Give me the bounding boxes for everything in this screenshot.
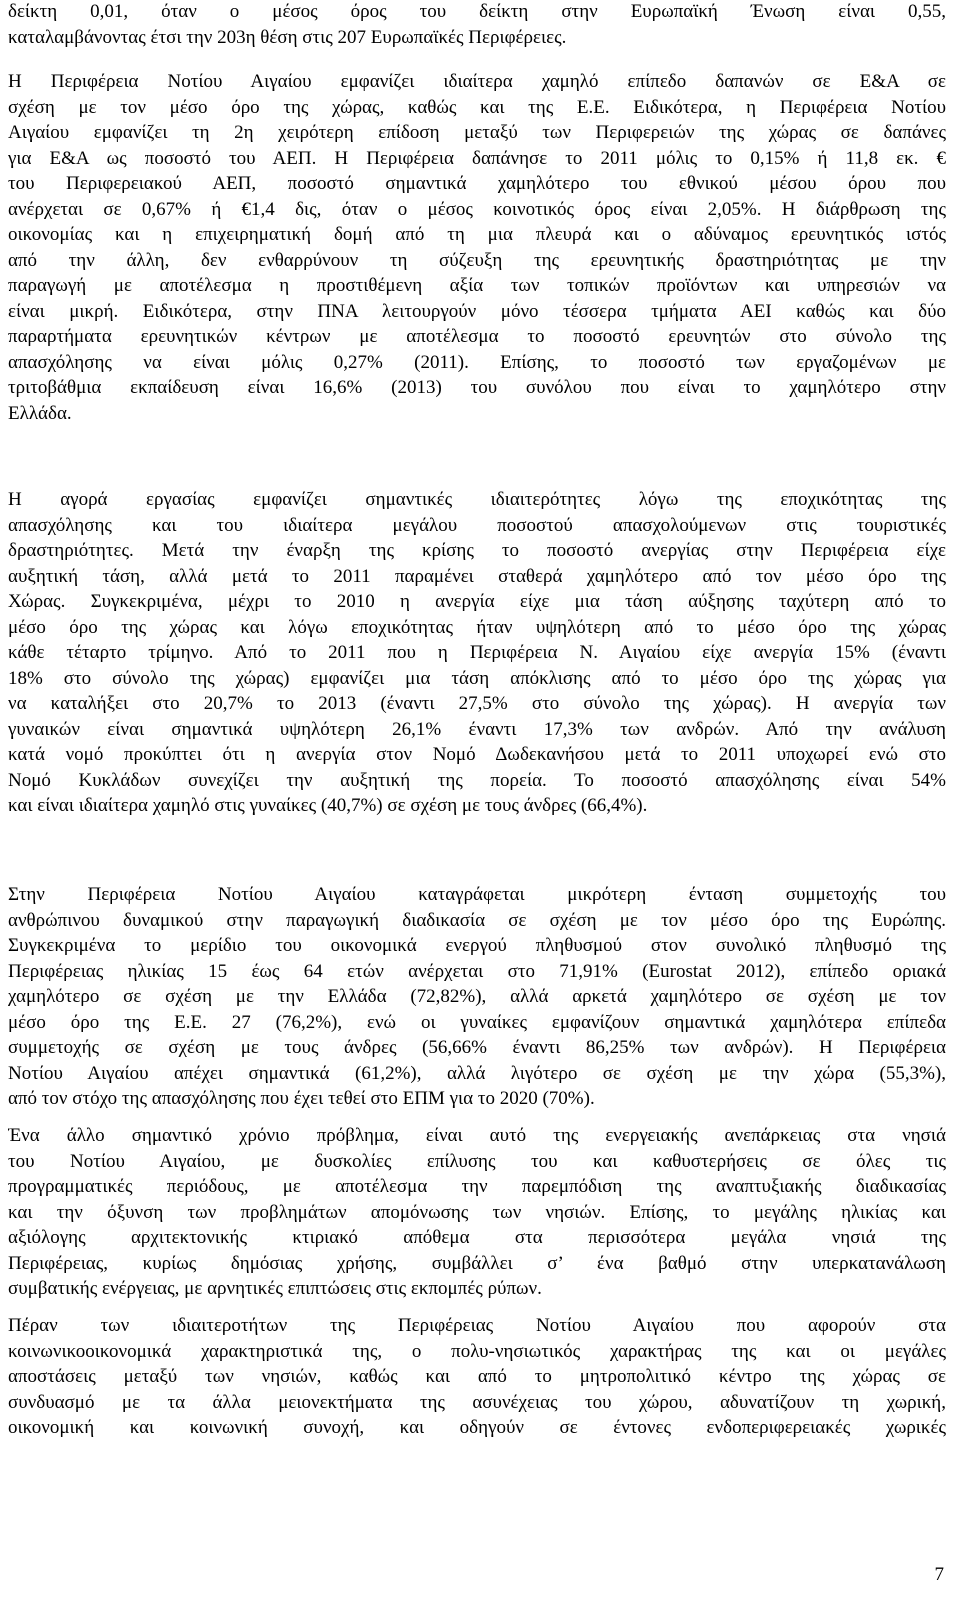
paragraph-labour-market: [8, 487, 946, 819]
paragraph-rd-spending: [8, 69, 946, 426]
text-line: παραγωγή με αποτέλεσμα η προστιθέμενη αξία των τοπικών προϊόντων και υπηρεσιών να: [8, 275, 946, 296]
text-line: Πέραν των ιδιαιτεροτήτων της Περιφέρειας Νοτίου Αιγαίου που αφορούν στα: [8, 1315, 946, 1336]
text-line: του Νοτίου Αιγαίου, με δυσκολίες επίλυσης του και καθυστερήσεις σε όλες τις: [8, 1150, 946, 1172]
text-line: αποστάσεις μεταξύ των νησιών, καθώς και από το μητροπολιτικό κέντρο της χώρας σε: [8, 1366, 946, 1387]
text-line: Νομό Κυκλάδων συνεχίζει την αυξητική της πορεία. Το ποσοστό απασχόλησης είναι 54%: [8, 769, 946, 791]
text-line: του Περιφερειακού ΑΕΠ, ποσοστό σημαντικά χαμηλότερο του εθνικού μέσου όρου που: [8, 173, 946, 194]
text-line: παραρτήματα ερευνητικών κέντρων με αποτέλεσμα το ποσοστό ερευνητών στο σύνολο της: [8, 326, 946, 347]
text-line: καταλαμβάνοντας έτσι την 203η θέση στις 207 Ευρωπαϊκές Περιφέρειες.: [8, 26, 567, 48]
text-line: Ελλάδα.: [8, 402, 72, 424]
text-line: απασχόλησης να είναι μόλις 0,27% (2011). Επίσης, το ποσοστό των εργαζομένων με: [8, 351, 946, 373]
text-line: Συγκεκριμένα το μερίδιο του οικονομικά ενεργού πληθυσμού στον συνολικό πληθυσμό της: [8, 935, 946, 956]
page-number: 7: [934, 1564, 944, 1585]
text-line: Χώρας. Συγκεκριμένα, μέχρι το 2010 η ανεργία είχε μια τάση αύξησης ταχύτερη από το: [8, 591, 946, 612]
text-line: χαμηλότερο σε σχέση με την Ελλάδα (72,82%), αλλά αρκετά χαμηλότερο σε σχέση με τον: [8, 986, 946, 1007]
text-line: δραστηριότητες. Μετά την έναρξη της κρίσης το ποσοστό ανεργίας στην Περιφέρεια είχε: [8, 540, 946, 561]
text-line: αυξητική τάση, αλλά μετά το 2011 παραμένει σταθερά χαμηλότερο από τον μέσο όρο της: [8, 565, 946, 587]
text-line: Στην Περιφέρεια Νοτίου Αιγαίου καταγράφεται μικρότερη ένταση συμμετοχής του: [8, 884, 946, 905]
text-line: δείκτη 0,01, όταν ο μέσος όρος του δείκτη στην Ευρωπαϊκή Ένωση είναι 0,55,: [8, 1, 946, 22]
paragraph-insularity: [8, 1313, 946, 1441]
text-line: να καταλήξει στο 20,7% το 2013 (έναντι 27,5% στο σύνολο της χώρας). Η ανεργία των: [8, 693, 946, 714]
text-line: αξιόλογης αρχιτεκτονικής κτιριακό απόθεμα στα περισσότερα μεγάλα νησιά της: [8, 1227, 946, 1248]
text-line: συμμετοχής σε σχέση με τους άνδρες (56,66% έναντι 86,25% των ανδρών). Η Περιφέρεια: [8, 1037, 946, 1058]
text-line: κάθε τέταρτο τρίμηνο. Από το 2011 που η Περιφέρεια Ν. Αιγαίου είχε ανεργία 15% (έναντι: [8, 642, 946, 663]
text-line: συνδυασμό με τα άλλα μειονεκτήματα της ασυνέχειας του χώρου, αδυνατίζουν τη χωρική,: [8, 1391, 946, 1413]
text-line: οικονομική και κοινωνική συνοχή, και οδηγούν σε έντονες ενδοπεριφερειακές χωρικές: [8, 1417, 946, 1438]
text-line: οικονομίας και η επιχειρηματική δομή από τη μια πλευρά και ο αδύναμος ερευνητικός ιστός: [8, 224, 946, 245]
paragraph-participation: [8, 882, 946, 1112]
text-line: σχέση με τον μέσο όρο της χώρας, καθώς και της Ε.Ε. Ειδικότερα, η Περιφέρεια Νοτίου: [8, 96, 946, 118]
text-line: ανθρώπινου δυναμικού στην παραγωγική διαδικασία σε σχέση με τον μέσο όρο της Ευρώπης.: [8, 909, 946, 931]
text-line: από την άλλη, δεν ενθαρρύνουν τη σύζευξη της ερευνητικής δραστηριότητας με την: [8, 249, 946, 271]
text-line: προγραμματικές περιόδους, με αποτέλεσμα την παρεμπόδιση της αναπτυξιακής διαδικασίας: [8, 1176, 946, 1197]
text-line: 18% στο σύνολο της χώρας) εμφανίζει μια τάση απόκλισης από το μέσο όρο της χώρας για: [8, 667, 946, 689]
text-line: από τον στόχο της απασχόλησης που έχει τεθεί στο ΕΠΜ για το 2020 (70%).: [8, 1088, 595, 1109]
text-line: συμβατικής ενέργειας, με αρνητικές επιπτώσεις στις εκπομπές ρύπων.: [8, 1278, 542, 1299]
text-line: Ένα άλλο σημαντικό χρόνιο πρόβλημα, είναι αυτό της ενεργειακής ανεπάρκειας στα νησιά: [8, 1125, 946, 1146]
text-line: απασχόλησης και του ιδιαίτερα μεγάλου ποσοστού απασχολούμενων στις τουριστικές: [8, 514, 946, 536]
text-line: και είναι ιδιαίτερα χαμηλό στις γυναίκες (40,7%) σε σχέση με τους άνδρες (66,4%).: [8, 795, 648, 816]
text-line: γυναικών είναι σημαντικά υψηλότερη 26,1% έναντι 17,3% των ανδρών. Από την ανάλυση: [8, 718, 946, 740]
text-line: ανέρχεται σε 0,67% ή €1,4 δις, όταν ο μέσος κοινοτικός όρος είναι 2,05%. Η διάρθρωση της: [8, 198, 946, 220]
text-line: είναι μικρή. Ειδικότερα, στην ΠΝΑ λειτουργούν μόνο τέσσερα τμήματα ΑΕΙ καθώς και δύο: [8, 300, 946, 322]
text-line: για Ε&Α ως ποσοστό του ΑΕΠ. Η Περιφέρεια δαπάνησε το 2011 μόλις το 0,15% ή 11,8 εκ. €: [8, 147, 946, 169]
paragraph-rd-index: [8, 0, 946, 50]
text-line: κοινωνικοοικονομικά χαρακτηριστικά της, ο πολυ-νησιωτικός χαρακτήρας της και οι μεγάλες: [8, 1340, 946, 1362]
text-line: Νοτίου Αιγαίου απέχει σημαντικά (61,2%), αλλά λιγότερο σε σχέση με την χώρα (55,3%),: [8, 1062, 946, 1084]
text-line: Η αγορά εργασίας εμφανίζει σημαντικές ιδιαιτερότητες λόγω της εποχικότητας της: [8, 489, 946, 510]
text-line: Περιφέρειας ηλικίας 15 έως 64 ετών ανέρχεται στο 71,91% (Eurostat 2012), επίπεδο οριακά: [8, 960, 946, 982]
text-line: μέσο όρο της χώρας και λόγω εποχικότητας ήταν υψηλότερη από το μέσο όρο της χώρας: [8, 616, 946, 638]
text-line: μέσο όρο της Ε.Ε. 27 (76,2%), ενώ οι γυναίκες εμφανίζουν σημαντικά χαμηλότερα επίπεδα: [8, 1011, 946, 1033]
text-line: τριτοβάθμια εκπαίδευση είναι 16,6% (2013) του συνόλου που είναι το χαμηλότερο στην: [8, 377, 946, 398]
text-line: Η Περιφέρεια Νοτίου Αιγαίου εμφανίζει ιδιαίτερα χαμηλό επίπεδο δαπανών σε Ε&Α σε: [8, 71, 946, 92]
text-line: Περιφέρειας, κυρίως δημόσιας χρήσης, συμβάλλει σ’ ένα βαθμό στην υπερκατανάλωση: [8, 1252, 946, 1274]
text-line: κατά νομό προκύπτει ότι η ανεργία στον Νομό Δωδεκανήσου μετά το 2011 υποχωρεί ενώ στο: [8, 744, 946, 765]
paragraph-energy: [8, 1123, 946, 1302]
text-line: και την όξυνση των προβλημάτων απομόνωσης των νησιών. Επίσης, το μεγάλης ηλικίας και: [8, 1201, 946, 1223]
text-line: Αιγαίου εμφανίζει τη 2η χειρότερη επίδοση μεταξύ των Περιφερειών της χώρας σε δαπάνες: [8, 122, 946, 143]
